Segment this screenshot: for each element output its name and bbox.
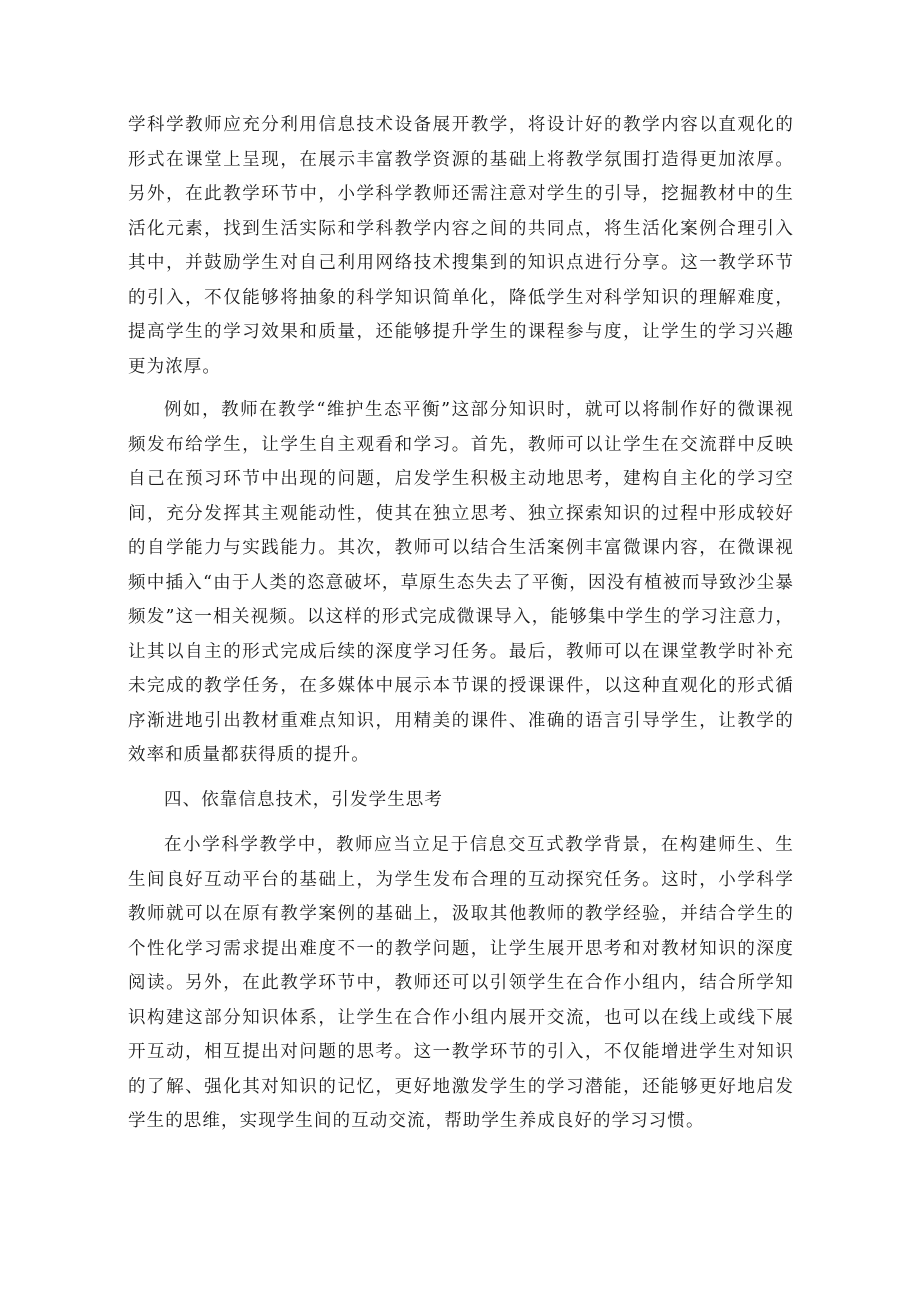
body-paragraph: 例如，教师在教学“维护生态平衡”这部分知识时，就可以将制作好的微课视频发布给学生，让学生自主观看和学习。首先，教师可以让学生在交流群中反映自己在预习环节中出现的问题，启发学生积极主动地思考，建构自主化的学习空间，充分发挥其主观能动性，使其在独立思考、独立探索知识的过程中形成较好的自学能力与实践能力。其次，教师可以结合生活案例丰富微课内容，在微课视频中插入“由于人类的恣意破坏，草原生态失去了平衡，因没有植被而导致沙尘暴频发”这一相关视频。以这样的形式完成微课导入，能够集中学生的学习注意力，让其以自主的形式完成后续的深度学习任务。最后，教师可以在课堂教学时补充未完成的教学任务，在多媒体中展示本节课的授课课件，以这种直观化的形式循序渐进地引出教材重难点知识，用精美的课件、准确的语言引导学生，让教学的效率和质量都获得质的提升。 <box>128 400 794 765</box>
section-heading: 四、依靠信息技术，引发学生思考 <box>164 790 443 810</box>
body-paragraph: 在小学科学教学中，教师应当立足于信息交互式教学背景，在构建师生、生生间良好互动平台的基础上，为学生发布合理的互动探究任务。这时，小学科学教师就可以在原有教学案例的基础上，汲取其他教师的教学经验，并结合学生的个性化学习需求提出难度不一的教学问题，让学生展开思考和对教材知识的深度阅读。另外，在此教学环节中，教师还可以引领学生在合作小组内，结合所学知识构建这部分知识体系，让学生在合作小组内展开交流，也可以在线上或线下展开互动，相互提出对问题的思考。这一教学环节的引入，不仅能增进学生对知识的了解、强化其对知识的记忆，更好地激发学生的学习潜能，还能够更好地启发学生的思维，实现学生间的互动交流，帮助学生养成良好的学习习惯。 <box>128 835 794 1131</box>
body-paragraph: 学科学教师应充分利用信息技术设备展开教学，将设计好的教学内容以直观化的形式在课堂上呈现，在展示丰富教学资源的基础上将教学氛围打造得更加浓厚。另外，在此教学环节中，小学科学教师还需注意对学生的引导，挖掘教材中的生活化元素，找到生活实际和学科教学内容之间的共同点，将生活化案例合理引入其中，并鼓励学生对自己利用网络技术搜集到的知识点进行分享。这一教学环节的引入，不仅能够将抽象的科学知识简单化，降低学生对科学知识的理解难度，提高学生的学习效果和质量，还能够提升学生的课程参与度，让学生的学习兴趣更为浓厚。 <box>128 115 794 377</box>
